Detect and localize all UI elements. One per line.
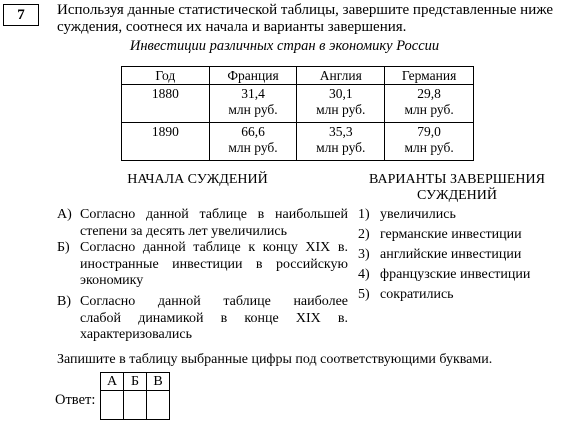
question-number: 7 [17,6,25,23]
ending-text: английские инвестиции [380,247,522,262]
beginning-line: экономику [80,273,144,288]
ending-num: 5) [358,287,370,302]
header-cell: Франция [209,67,297,85]
ending-text: увеличились [380,207,456,222]
value: 29,8 [417,86,441,101]
answer-label: Ответ: [55,392,96,408]
answer-cell-c[interactable] [147,391,170,420]
ending-num: 2) [358,227,370,242]
ending-item [358,247,522,264]
header-cell: Германия [385,67,474,85]
header-cell: Год [122,67,210,85]
instruction-line: суждения, соотнеся их начала и варианты завершения. [57,19,407,35]
unit: млн руб. [228,140,278,155]
instruction-line: Используя данные статистической таблицы, завершите представленные ниже [57,2,554,18]
value-cell [385,123,474,161]
ending-item [358,267,531,284]
table-row [122,123,474,161]
answer-cell-b[interactable] [124,391,147,420]
answer-cell-a[interactable] [101,391,124,420]
ending-item [358,207,456,224]
ending-text: германские инвестиции [380,227,522,242]
table-caption: Инвестиции различных стран в экономику России [129,38,440,54]
beginning-line: степени за десять лет увеличились [80,223,287,239]
table-header-row [122,67,474,85]
answer-instruction: Запишите в таблицу выбранные цифры под соответствующими буквами. [57,352,493,367]
value-cell [209,123,297,161]
beginning-letter: А) [57,207,72,222]
answer-letter-c: В [147,373,170,391]
value-cell [385,85,474,123]
question-number-box [3,4,39,26]
value: 31,4 [241,86,265,101]
ending-num: 3) [358,247,370,262]
statistics-table [121,66,474,161]
ending-text: французские инвестиции [380,267,531,282]
value-cell [297,85,385,123]
year-cell: 1890 [122,123,210,161]
unit: млн руб. [404,140,454,155]
endings-title-line: ВАРИАНТЫ ЗАВЕРШЕНИЯ [369,172,545,187]
answer-letter-a: А [101,373,124,391]
task-instruction [57,2,562,36]
value: 79,0 [417,124,441,139]
beginning-line: характеризовались [80,327,192,342]
beginning-line: иностранные инвестиции в российскую [80,256,348,272]
ending-item [358,227,522,244]
endings-title-line: СУЖДЕНИЙ [416,188,498,203]
beginning-line: Согласно данной таблице в наибольшей [80,207,348,222]
beginning-letter: Б) [57,240,70,255]
unit: млн руб. [404,102,454,117]
beginning-line: слабой динамикой в конце XIX в. [80,310,348,326]
ending-text: сократились [380,287,454,302]
ending-item [358,287,454,304]
beginning-item-b [80,240,348,290]
unit: млн руб. [228,102,278,117]
table-row [122,85,474,123]
value: 66,6 [241,124,265,139]
value: 35,3 [328,124,353,139]
ending-num: 4) [358,267,370,282]
beginning-line: Согласно данной таблице к концу XIX в. [80,240,348,255]
unit: млн руб. [316,140,366,155]
value-cell [209,85,297,123]
value-cell [297,123,385,161]
beginning-letter: В) [57,294,71,309]
year-cell: 1880 [122,85,210,123]
beginning-line: Согласно данной таблице наиболее [80,294,348,309]
answer-table [100,372,170,420]
beginnings-title: НАЧАЛА СУЖДЕНИЙ [127,172,268,187]
unit: млн руб. [316,102,366,117]
ending-num: 1) [358,207,370,222]
header-cell: Англия [297,67,385,85]
beginning-item-a [80,207,348,240]
answer-letter-b: Б [124,373,147,391]
beginning-item-c [80,294,348,344]
value: 30,1 [328,86,353,101]
endings-title [357,172,557,204]
